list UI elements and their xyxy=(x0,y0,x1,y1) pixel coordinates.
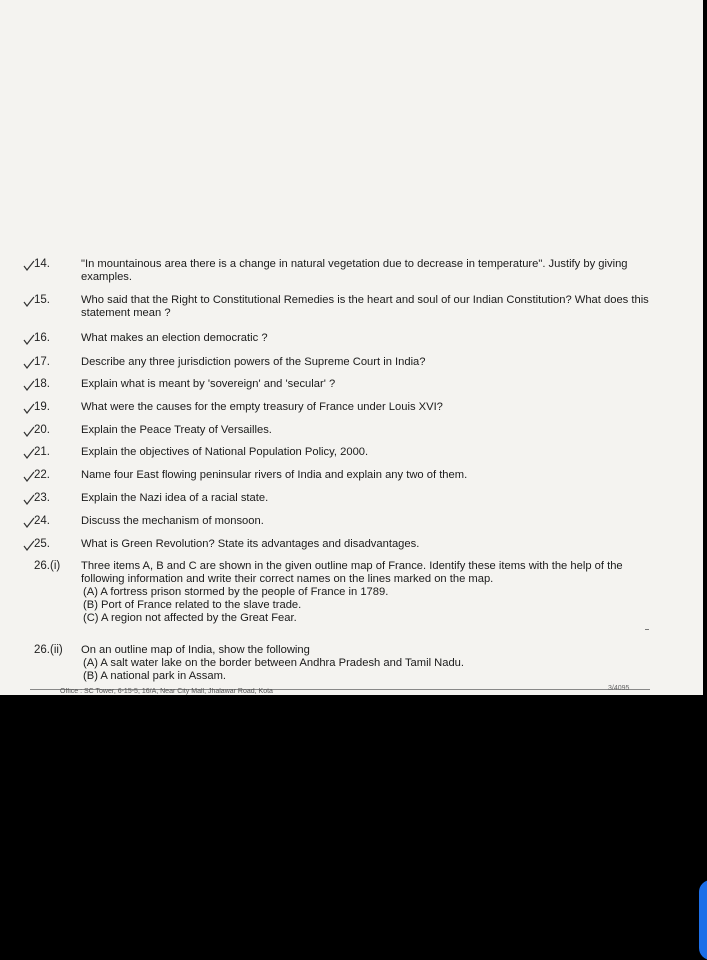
question-number: 26.(i) xyxy=(34,560,61,572)
question-body xyxy=(81,560,666,625)
divider xyxy=(645,629,649,630)
question-number: 22. xyxy=(34,469,50,481)
question-number: 14. xyxy=(34,258,50,270)
question-number: 23. xyxy=(34,492,50,504)
question-number: 25. xyxy=(34,538,50,550)
question-text: Describe any three jurisdiction powers of the Supreme Court in India? xyxy=(81,356,426,368)
sub-item: (B) A national park in Assam. xyxy=(83,670,227,682)
question-number: 21. xyxy=(34,446,50,458)
floating-action-button[interactable] xyxy=(699,880,707,960)
page-stamp: 3/4095 xyxy=(608,685,630,692)
question-number: 20. xyxy=(34,424,50,436)
sub-item: (A) A salt water lake on the border between Andhra Pradesh and Tamil Nadu. xyxy=(83,657,465,669)
question-number: 17. xyxy=(34,356,50,368)
question-text: "In mountainous area there is a change in natural vegetation due to decrease in temperature". Justify by giving examples. xyxy=(81,258,628,283)
question-text: What makes an election democratic ? xyxy=(81,332,268,344)
question-text: Explain the Peace Treaty of Versailles. xyxy=(81,424,272,436)
question-number: 26.(ii) xyxy=(34,644,63,656)
question-number: 18. xyxy=(34,378,50,390)
question-text: What were the causes for the empty treasury of France under Louis XVI? xyxy=(81,401,443,413)
question-text: Explain the Nazi idea of a racial state. xyxy=(81,492,269,504)
question-body xyxy=(81,644,666,683)
sub-item: (B) Port of France related to the slave trade. xyxy=(83,599,302,611)
question-text: Three items A, B and C are shown in the given outline map of France. Identify these items with the help of the following information and write their correct names on the lines marked on the map. xyxy=(81,560,623,585)
question-text: What is Green Revolution? State its advantages and disadvantages. xyxy=(81,538,420,550)
question-text: Who said that the Right to Constitutional Remedies is the heart and soul of our Indian Constitution? What does this statement mean ? xyxy=(81,294,649,319)
question-text: On an outline map of India, show the following xyxy=(81,644,310,656)
sub-item: (C) A region not affected by the Great Fear. xyxy=(83,612,297,624)
question-text: Name four East flowing peninsular rivers of India and explain any two of them. xyxy=(81,469,468,481)
question-number: 15. xyxy=(34,294,50,306)
sub-item: (A) A fortress prison stormed by the people of France in 1789. xyxy=(83,586,389,598)
question-number: 19. xyxy=(34,401,50,413)
question-number: 24. xyxy=(34,515,50,527)
footer-address: Office : SC Tower, 6-15-5, 16/A, Near City Mall, Jhalawar Road, Kota xyxy=(60,688,273,695)
question-number: 16. xyxy=(34,332,50,344)
question-text: Discuss the mechanism of monsoon. xyxy=(81,515,264,527)
question-text: Explain the objectives of National Population Policy, 2000. xyxy=(81,446,369,458)
question-text: Explain what is meant by 'sovereign' and 'secular' ? xyxy=(81,378,336,390)
